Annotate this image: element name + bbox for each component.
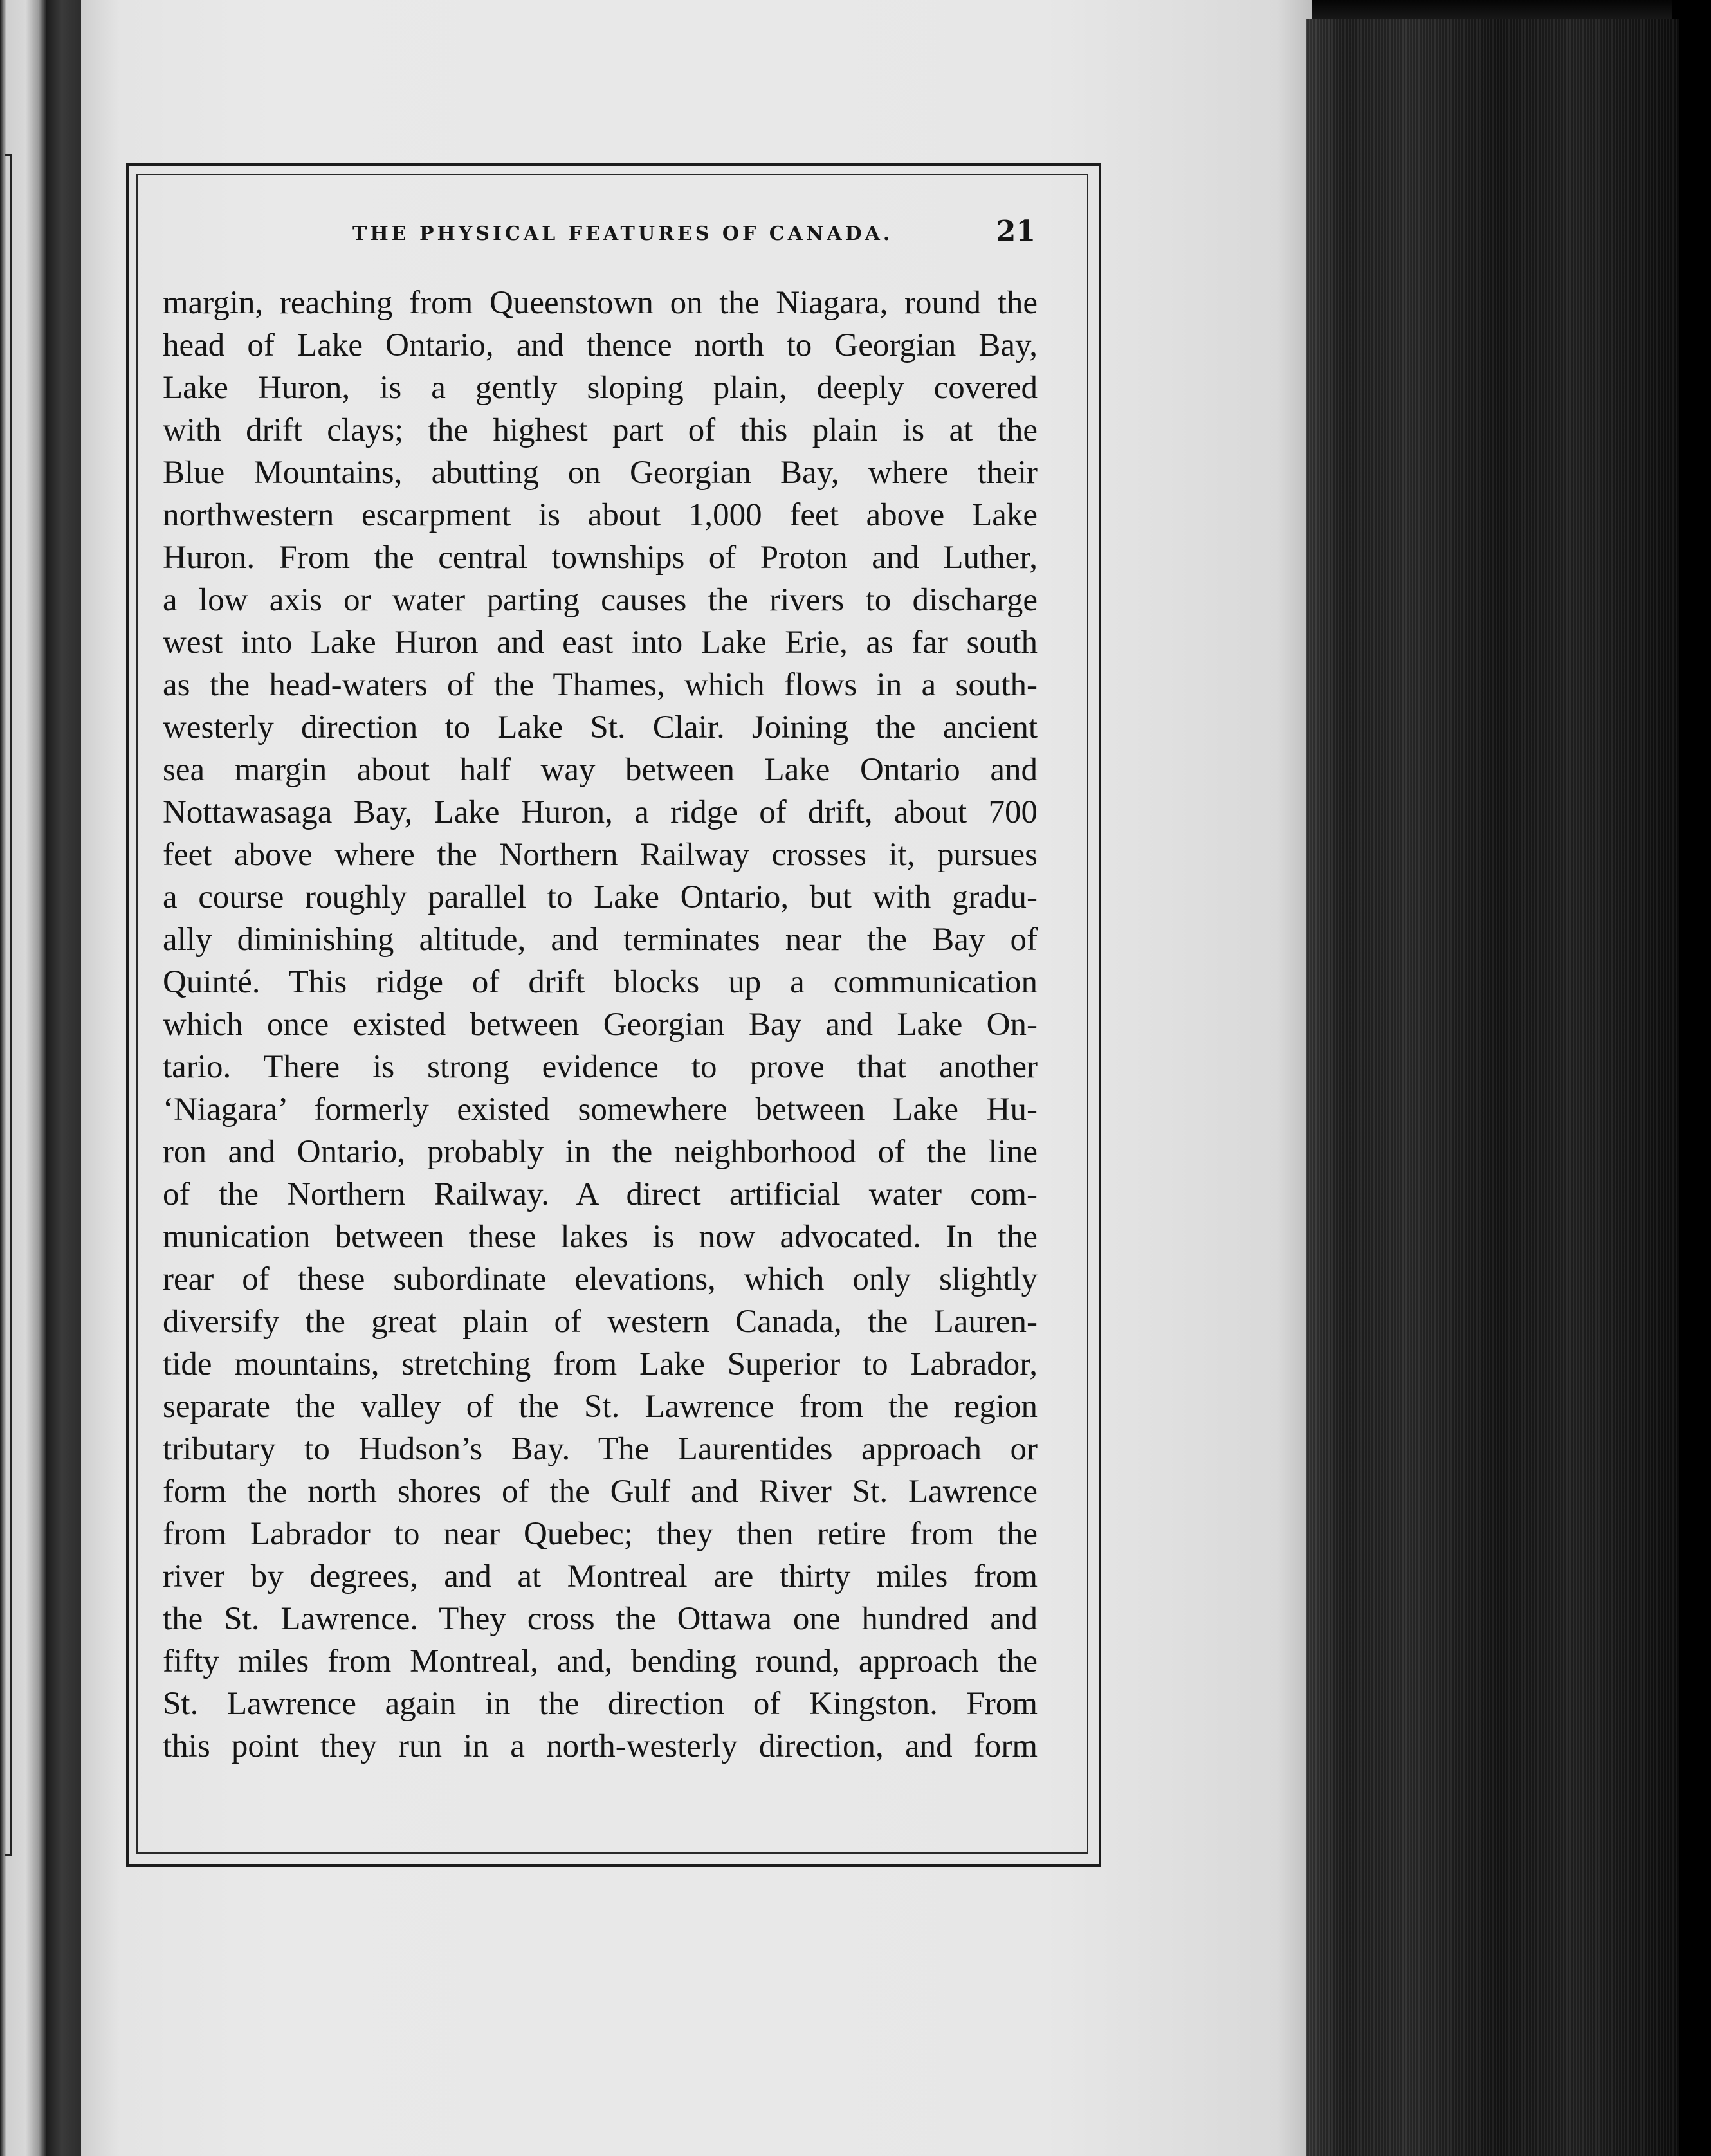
text-line: form the north shores of the Gulf and River St. Lawrence <box>163 1474 1038 1510</box>
text-line: of the Northern Railway. A direct artificial water com- <box>163 1176 1038 1212</box>
text-line: Quinté. This ridge of drift blocks up a communication <box>163 964 1038 1000</box>
book-gutter <box>46 0 85 2156</box>
text-line: Blue Mountains, abutting on Georgian Bay, where their <box>163 455 1038 491</box>
text-line: a course roughly parallel to Lake Ontario, but with gradu- <box>163 879 1038 915</box>
text-line: diversify the great plain of western Canada, the Lauren- <box>163 1304 1038 1340</box>
text-line: northwestern escarpment is about 1,000 feet above Lake <box>163 497 1038 533</box>
running-title: THE PHYSICAL FEATURES OF CANADA. <box>352 223 893 245</box>
scan-background <box>1679 0 1711 2156</box>
text-line: river by degrees, and at Montreal are thirty miles from <box>163 1558 1038 1594</box>
text-line: fifty miles from Montreal, and, bending round, approach the <box>163 1643 1038 1679</box>
text-line: ron and Ontario, probably in the neighborhood of the line <box>163 1134 1038 1170</box>
text-line: tario. There is strong evidence to prove that another <box>163 1049 1038 1085</box>
text-line: tide mountains, stretching from Lake Superior to Labrador, <box>163 1346 1038 1382</box>
previous-page-edge <box>0 0 46 2156</box>
book-fore-edge <box>1306 19 1679 2156</box>
text-line: the St. Lawrence. They cross the Ottawa one hundred and <box>163 1601 1038 1637</box>
text-line: separate the valley of the St. Lawrence from the region <box>163 1389 1038 1425</box>
text-line: margin, reaching from Queenstown on the Niagara, round the <box>163 285 1038 321</box>
text-line: munication between these lakes is now advocated. In the <box>163 1219 1038 1255</box>
text-line: Huron. From the central townships of Proton and Luther, <box>163 540 1038 576</box>
running-head <box>161 217 1036 256</box>
text-line: west into Lake Huron and east into Lake Erie, as far south <box>163 625 1038 661</box>
text-line: as the head-waters of the Thames, which flows in a south- <box>163 667 1038 703</box>
text-line: from Labrador to near Quebec; they then retire from the <box>163 1516 1038 1552</box>
text-line: head of Lake Ontario, and thence north to Georgian Bay, <box>163 327 1038 363</box>
body-text <box>163 282 1038 1768</box>
text-line: ‘Niagara’ formerly existed somewhere between Lake Hu- <box>163 1092 1038 1128</box>
text-line: Nottawasaga Bay, Lake Huron, a ridge of drift, about 700 <box>163 794 1038 830</box>
text-line: with drift clays; the highest part of this plain is at the <box>163 412 1038 448</box>
text-line: St. Lawrence again in the direction of Kingston. From <box>163 1686 1038 1722</box>
text-line: a low axis or water parting causes the rivers to discharge <box>163 582 1038 618</box>
text-line: this point they run in a north-westerly direction, and form <box>163 1728 1038 1764</box>
text-line: tributary to Hudson’s Bay. The Laurentides approach or <box>163 1431 1038 1467</box>
page-number: 21 <box>996 215 1036 248</box>
text-line: which once existed between Georgian Bay and Lake On- <box>163 1007 1038 1043</box>
text-line: rear of these subordinate elevations, which only slightly <box>163 1261 1038 1297</box>
text-line: Lake Huron, is a gently sloping plain, deeply covered <box>163 370 1038 406</box>
previous-page-border <box>5 154 12 1856</box>
text-line: ally diminishing altitude, and terminates near the Bay of <box>163 922 1038 958</box>
text-line: sea margin about half way between Lake Ontario and <box>163 752 1038 788</box>
text-line: westerly direction to Lake St. Clair. Joining the ancient <box>163 709 1038 745</box>
text-line: feet above where the Northern Railway crosses it, pursues <box>163 837 1038 873</box>
